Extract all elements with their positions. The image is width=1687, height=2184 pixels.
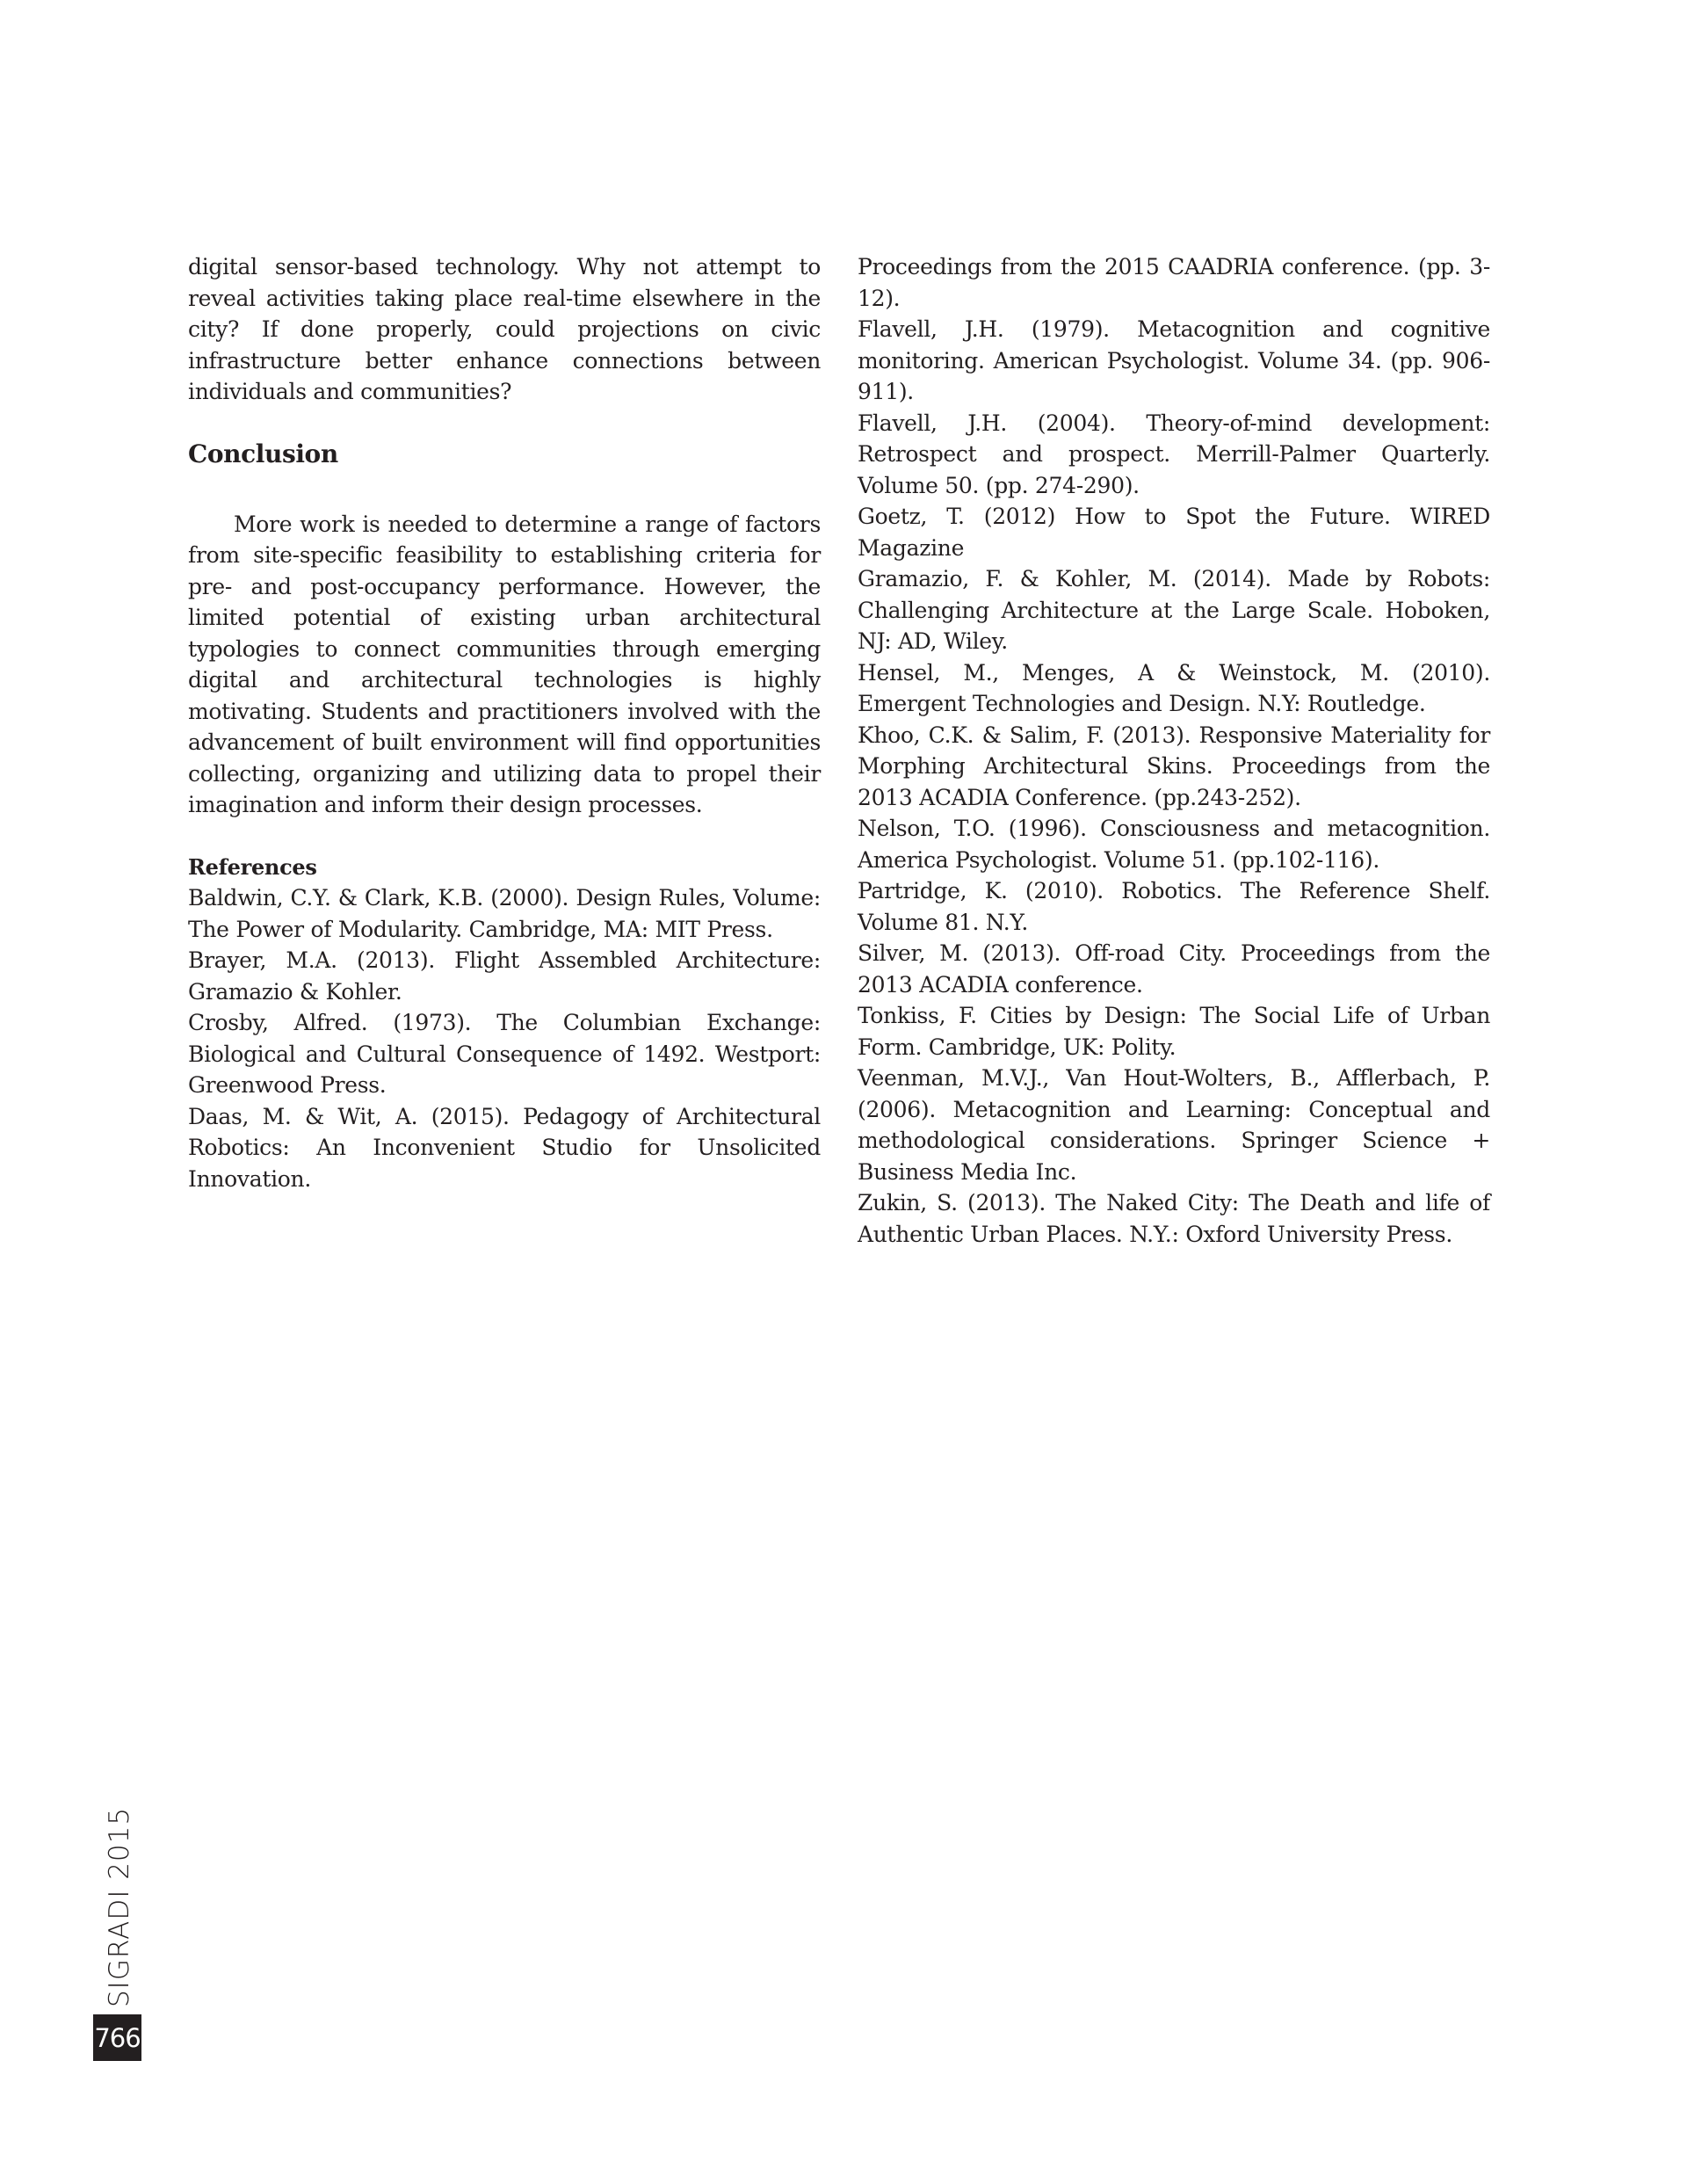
reference-item: Baldwin, C.Y. & Clark, K.B. (2000). Design Rules, Volume: The Power of Modularity. Cambridge, MA: MIT Press.	[188, 885, 821, 942]
reference-item: Brayer, M.A. (2013). Flight Assembled Architecture: Gramazio & Kohler.	[188, 947, 821, 1005]
references-heading: References	[188, 853, 317, 880]
reference-item: Proceedings from the 2015 CAADRIA conference. (pp. 3-12).	[858, 254, 1490, 311]
intro-paragraph: digital sensor-based technology. Why not attempt to reveal activities taking place real-time elsewhere in the city? If done properly, could projections on civic infrastructure better enhance connections between individuals and communities?	[188, 254, 821, 404]
page-number-box	[93, 2014, 141, 2061]
reference-item: Nelson, T.O. (1996). Consciousness and metacognition. America Psychologist. Volume 51. (pp.102-116).	[858, 816, 1490, 873]
reference-item: Flavell, J.H. (2004). Theory-of-mind development: Retrospect and prospect. Merrill-Palmer Quarterly. Volume 50. (pp. 274-290).	[858, 410, 1490, 498]
reference-item: Tonkiss, F. Cities by Design: The Social Life of Urban Form. Cambridge, UK: Polity.	[858, 1003, 1490, 1060]
right-column	[858, 251, 1490, 1250]
page-number: 766	[94, 2022, 141, 2053]
left-column	[188, 251, 821, 1194]
reference-item: Crosby, Alfred. (1973). The Columbian Exchange: Biological and Cultural Consequence of 1492. Westport: Greenwood Press.	[188, 1010, 821, 1098]
reference-item: Silver, M. (2013). Off-road City. Proceedings from the 2013 ACADIA conference.	[858, 940, 1490, 998]
reference-item: Veenman, M.V.J., Van Hout-Wolters, B., Afflerbach, P. (2006). Metacognition and Learning: Conceptual and methodological considerations. Springer Science + Business Media Inc.	[858, 1065, 1490, 1185]
reference-item: Goetz, T. (2012) How to Spot the Future. WIRED Magazine	[858, 504, 1490, 561]
reference-item: Daas, M. & Wit, A. (2015). Pedagogy of Architectural Robotics: An Inconvenient Studio for Unsolicited Innovation.	[188, 1103, 821, 1192]
references-list-left	[188, 882, 821, 1194]
reference-item: Zukin, S. (2013). The Naked City: The Death and life of Authentic Urban Places. N.Y.: Oxford University Press.	[858, 1190, 1490, 1247]
reference-item: Hensel, M., Menges, A & Weinstock, M. (2010). Emergent Technologies and Design. N.Y: Routledge.	[858, 659, 1490, 716]
references-list-right	[858, 251, 1490, 1250]
conclusion-heading: Conclusion	[188, 439, 338, 468]
reference-item: Gramazio, F. & Kohler, M. (2014). Made by Robots: Challenging Architecture at the Large Scale. Hoboken, NJ: AD, Wiley.	[858, 566, 1490, 654]
conclusion-paragraph: More work is needed to determine a range of factors from site-specific feasibility to establishing criteria for pre- and post-occupancy performance. However, the limited potential of existing urban architectural typologies to connect communities through emerging digital and architectural technologies is highly motivating. Students and practitioners involved with the advancement of built environment will find opportunities collecting, organizing and utilizing data to propel their imagination and inform their design processes.	[188, 511, 821, 817]
reference-item: Flavell, J.H. (1979). Metacognition and cognitive monitoring. American Psychologist. Volume 34. (pp. 906-911).	[858, 316, 1490, 404]
conference-label: SIGRADI 2015	[104, 1806, 135, 2007]
reference-item: Khoo, C.K. & Salim, F. (2013). Responsive Materiality for Morphing Architectural Skins. Proceedings from the 2013 ACADIA Conference. (pp.243-252).	[858, 722, 1490, 810]
reference-item: Partridge, K. (2010). Robotics. The Reference Shelf. Volume 81. N.Y.	[858, 878, 1490, 935]
